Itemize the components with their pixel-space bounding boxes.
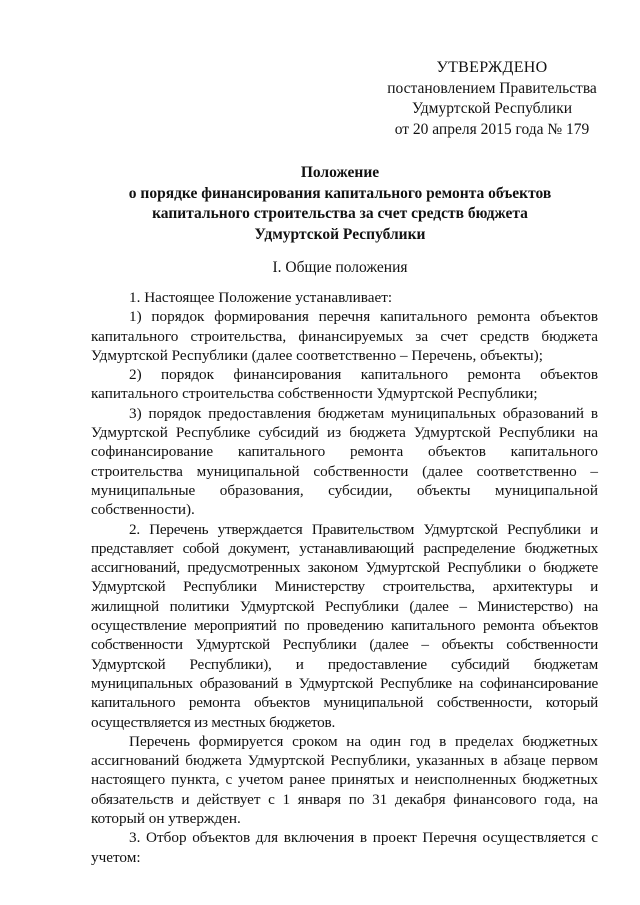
document-body	[91, 288, 598, 867]
approval-heading: УТВЕРЖДЕНО	[436, 59, 548, 76]
title-line: Положение	[300, 164, 380, 181]
approval-date-line: от 20 апреля 2015 года № 179	[394, 120, 590, 138]
document-title	[60, 163, 620, 245]
title-line: капитального строительства за счет средств бюджета	[152, 205, 528, 222]
title-line: о порядке финансирования капитального ремонта объектов	[128, 184, 552, 202]
approval-line: Удмуртской Республики	[411, 100, 573, 117]
section-heading: I. Общие положения	[272, 259, 408, 276]
paragraph: 1. Настоящее Положение устанавливает:	[129, 289, 393, 306]
paragraph: 2) порядок финансирования капитального ремонта объектов капитального строительства собственности Удмуртской Республики;	[91, 366, 598, 403]
approval-line: постановлением Правительства	[387, 79, 597, 97]
paragraph: 3) порядок предоставления бюджетам муниципальных образований в Удмуртской Республике субсидий из бюджета Удмуртской Республики на софинансирование капитального ремонта объектов капитального строительства муниципальной собственности (далее соответственно – муниципальные образования, субсидии, объекты муниципальной собственности).	[91, 404, 598, 519]
title-line: Удмуртской Республики	[254, 225, 426, 243]
paragraph: 2. Перечень утверждается Правительством Удмуртской Республики и представляет собой документ, устанавливающий распределение бюджетных ассигнований, предусмотренных законом Удмуртской Республики о бюджете Удмуртской Республики Министерству строительства, архитектуры и жилищной политики Удмуртской Республики (далее – Министерство) на осуществление мероприятий по проведению капитального ремонта объектов собственности Удмуртской Республики (далее – объекты собственности Удмуртской Республики), и предоставление субсидий бюджетам муниципальных образований в Удмуртской Республике на софинансирование капитального ремонта объектов муниципальной собственности, который осуществляется из местных бюджетов.	[91, 520, 598, 731]
paragraph: 3. Отбор объектов для включения в проект Перечня осуществляется с учетом:	[91, 829, 598, 866]
approval-stamp	[372, 58, 612, 140]
paragraph: 1) порядок формирования перечня капитального ремонта объектов капитального строительства, финансируемых за счет средств бюджета Удмуртской Республики (далее соответственно – Перечень, объекты);	[91, 308, 598, 364]
paragraph: Перечень формируется сроком на один год в пределах бюджетных ассигнований бюджета Удмуртской Республики, указанных в абзаце первом настоящего пункта, с учетом ранее принятых и неисполненных бюджетных обязательств и действует с 1 января по 31 декабря финансового года, на который он утвержден.	[91, 732, 598, 828]
